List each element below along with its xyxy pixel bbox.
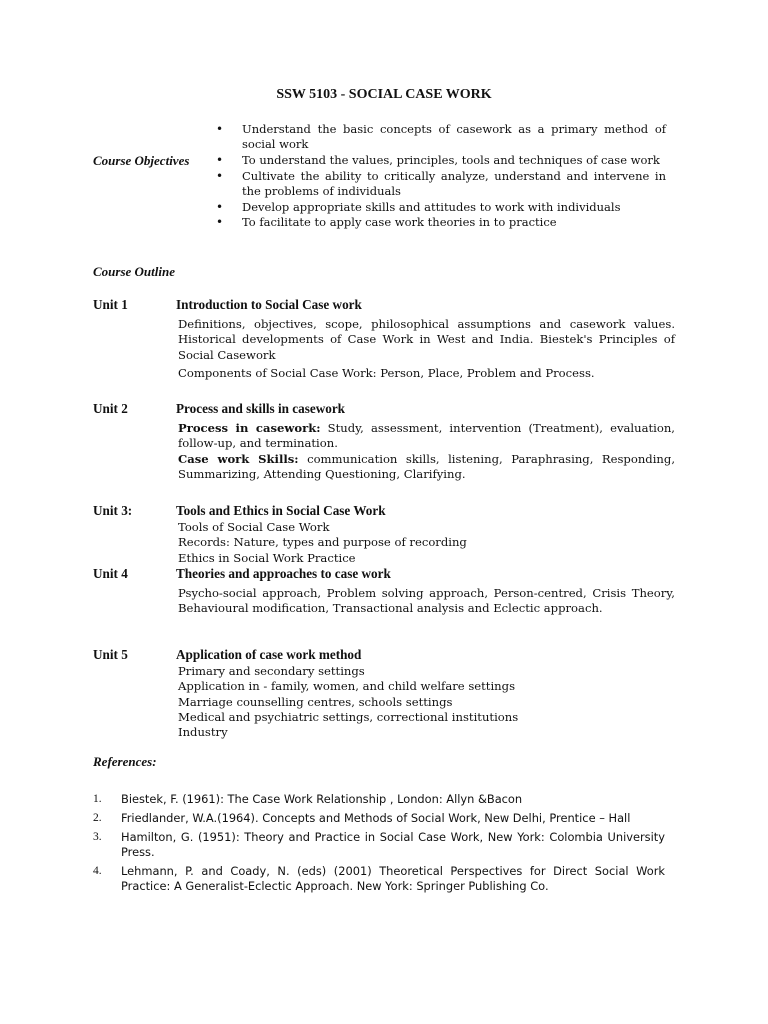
unit-number: Unit 3:: [93, 503, 133, 518]
reference-item: [93, 830, 665, 860]
unit-body: [178, 664, 675, 740]
page-title: [0, 87, 768, 103]
unit-line: Medical and psychiatric settings, correctional institutions: [178, 709, 519, 724]
objective-item: • Understand the basic concepts of casework as a primary method of social work: [216, 122, 666, 152]
unit-line: Primary and secondary settings: [178, 664, 365, 678]
unit-line: Ethics in Social Work Practice: [178, 550, 356, 565]
unit-title: Tools and Ethics in Social Case Work: [176, 503, 386, 518]
objective-item: • Cultivate the ability to critically analyze, understand and intervene in the problems of individuals: [216, 169, 666, 199]
reference-item: [93, 864, 665, 894]
unit-3: [93, 503, 675, 566]
unit-title: Theories and approaches to case work: [176, 566, 391, 581]
unit-title: Process and skills in casework: [176, 401, 346, 416]
unit-4: [93, 566, 675, 617]
objectives-list: [216, 122, 666, 231]
unit-body: [178, 421, 675, 482]
reference-text: Friedlander, W.A.(1964). Concepts and Methods of Social Work, New Delhi, Prentice – Hall: [121, 811, 631, 825]
unit-heading: [93, 647, 675, 663]
reference-text: Biestek, F. (1961): The Case Work Relationship , London: Allyn &Bacon: [121, 792, 523, 806]
unit-number: Unit 5: [93, 647, 128, 662]
unit-heading: [93, 297, 675, 313]
unit-number: Unit 4: [93, 566, 128, 581]
unit-paragraph: Components of Social Case Work: Person, Place, Problem and Process.: [178, 365, 595, 380]
unit-paragraph: Psycho-social approach, Problem solving approach, Person-centred, Crisis Theory, Behavioural modification, Transactional analysis and Eclectic approach.: [178, 586, 675, 616]
process-text: Study, assessment, intervention (Treatment), evaluation, follow-up, and termination.: [178, 421, 675, 451]
unit-number: Unit 2: [93, 401, 128, 416]
skills-label: Case work Skills:: [178, 451, 299, 466]
reference-item: [93, 811, 665, 826]
unit-2: [93, 401, 675, 482]
page-title-text: SSW 5103 - SOCIAL CASE WORK: [276, 87, 492, 102]
reference-text: Hamilton, G. (1951): Theory and Practice in Social Case Work, New York: Colombia University Press.: [121, 830, 665, 859]
objective-item: • To facilitate to apply case work theories in to practice: [216, 215, 666, 230]
reference-text: Lehmann, P. and Coady, N. (eds) (2001) Theoretical Perspectives for Direct Social Work Practice: A Generalist-Eclectic Approach. New York: Springer Publishing Co.: [121, 864, 665, 893]
unit-body: [178, 317, 675, 381]
unit-title: Application of case work method: [176, 647, 362, 662]
unit-line: Marriage counselling centres, schools settings: [178, 694, 453, 709]
unit-line: Industry: [178, 725, 228, 740]
unit-line: Tools of Social Case Work: [178, 520, 330, 534]
unit-paragraph: [178, 452, 675, 483]
reference-item: [93, 792, 665, 807]
course-outline-label: Course Outline: [93, 264, 175, 279]
process-label: Process in casework:: [178, 421, 321, 435]
unit-1: [93, 297, 675, 381]
reference-number: 4.: [93, 865, 102, 877]
skills-text: communication skills, listening, Paraphrasing, Responding, Summarizing, Attending Questioning, Clarifying.: [178, 451, 676, 481]
objective-item: • Develop appropriate skills and attitudes to work with individuals: [216, 200, 666, 215]
references-label: References:: [93, 754, 157, 769]
unit-heading: [93, 566, 675, 582]
unit-5: [93, 647, 675, 740]
unit-paragraph: [178, 421, 675, 452]
unit-heading: [93, 503, 675, 519]
reference-number: 3.: [93, 831, 102, 843]
unit-paragraph: Definitions, objectives, scope, philosophical assumptions and casework values. Historical developments of Case Work in West and India. Biestek's Principles of Social Casework: [178, 317, 675, 362]
references-list: [93, 792, 665, 898]
objective-item: • To understand the values, principles, tools and techniques of case work: [216, 153, 666, 168]
unit-line: Records: Nature, types and purpose of recording: [178, 535, 467, 550]
unit-body: [178, 586, 675, 617]
reference-number: 2.: [93, 812, 102, 824]
course-objectives-label: Course Objectives: [93, 153, 190, 168]
unit-heading: [93, 401, 675, 417]
unit-number: Unit 1: [93, 297, 128, 312]
unit-title: Introduction to Social Case work: [176, 297, 362, 312]
reference-number: 1.: [93, 793, 102, 805]
unit-line: Application in - family, women, and child welfare settings: [178, 679, 516, 694]
unit-body: [178, 520, 675, 566]
